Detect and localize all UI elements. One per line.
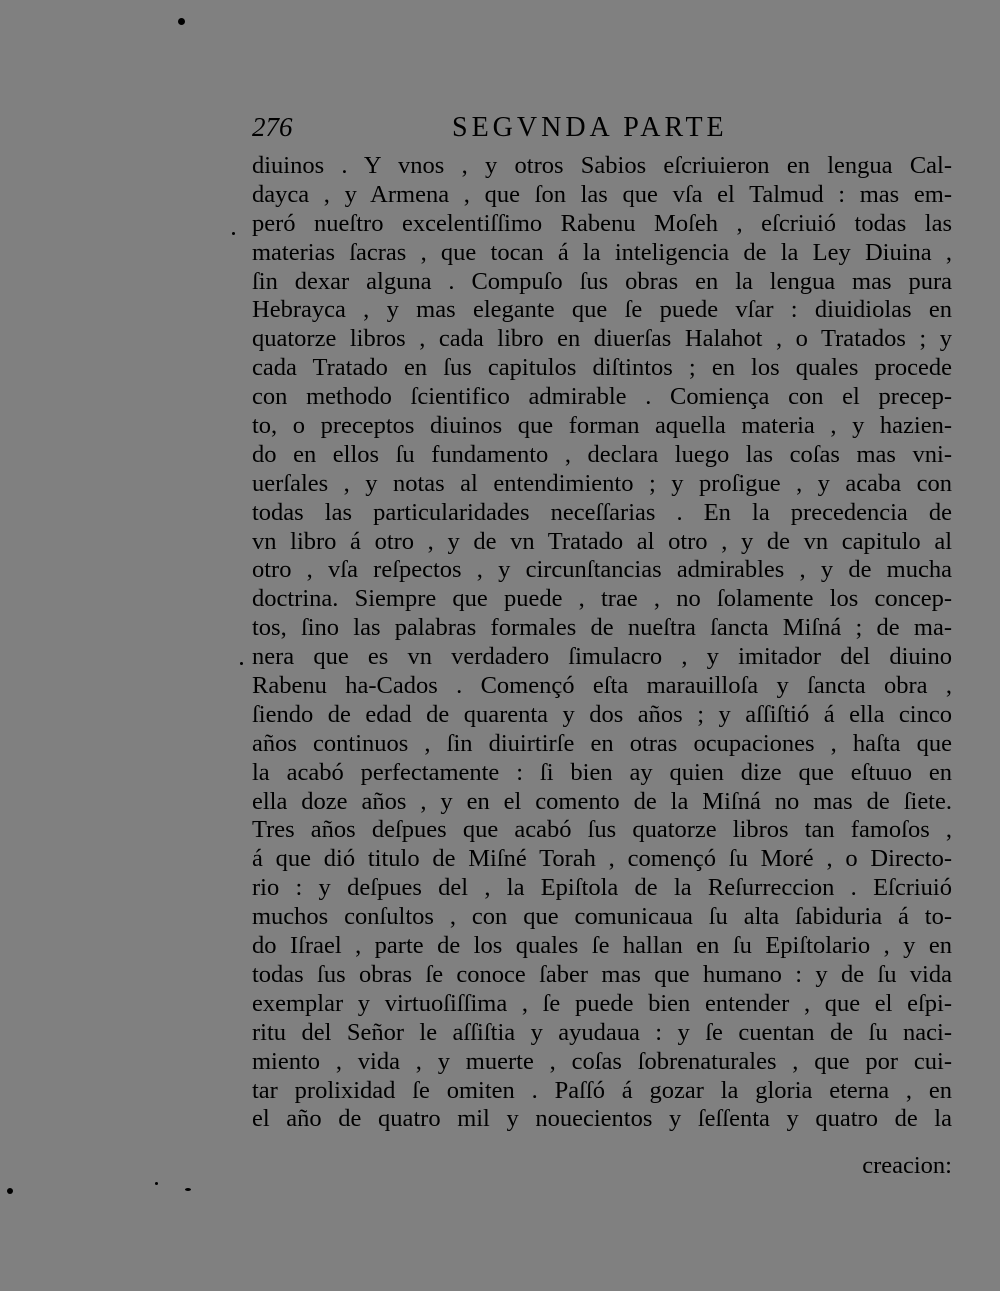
text-line: to, o preceptos diuinos que forman aquella materia , y hazien-	[252, 412, 952, 440]
body-text	[252, 152, 952, 1134]
text-line: miento , vida , y muerte , coſas ſobrenaturales , que por cui-	[252, 1047, 952, 1075]
text-line: ſin dexar alguna . Compuſo ſus obras en la lengua mas pura	[252, 267, 952, 295]
scan-speck	[7, 1188, 13, 1194]
text-line: Hebrayca , y mas elegante que ſe puede vſar : diuidiolas en	[252, 296, 952, 324]
text-line: cada Tratado en ſus capitulos diſtintos ; en los quales procede	[252, 354, 952, 382]
text-line: do Iſrael , parte de los quales ſe hallan en ſu Epiſtolario , y en	[252, 932, 952, 960]
text-line: á que dió titulo de Miſné Torah , començó ſu Moré , o Directo-	[252, 845, 952, 873]
scan-speck	[155, 1182, 158, 1185]
scan-speck	[240, 662, 243, 665]
text-line: materias ſacras , que tocan á la inteligencia de la Ley Diuina ,	[252, 238, 952, 266]
text-line: do en ellos ſu fundamento , declara luego las coſas mas vni-	[252, 440, 952, 468]
text-line: la acabó perfectamente : ſi bien ay quien dize que eſtuuo en	[252, 758, 952, 786]
running-head: SEGVNDA PARTE	[452, 112, 728, 143]
page-header	[252, 112, 952, 152]
text-line: rio : y deſpues del , la Epiſtola de la Reſurreccion . Eſcriuió	[252, 874, 952, 902]
text-line: doctrina. Siempre que puede , trae , no ſolamente los concep-	[252, 585, 952, 613]
text-line: Rabenu ha-Cados . Començó eſta marauilloſa y ſancta obra ,	[252, 672, 952, 700]
text-line: nera que es vn verdadero ſimulacro , y imitador del diuino	[252, 643, 952, 671]
text-line: ella doze años , y en el comento de la Miſná no mas de ſiete.	[252, 787, 952, 815]
text-line: vn libro á otro , y de vn Tratado al otro , y de vn capitulo al	[252, 527, 952, 555]
text-line: ſiendo de edad de quarenta y dos años ; y aſſiſtió á ella cinco	[252, 700, 952, 728]
text-line: tos, ſino las palabras formales de nueſtra ſancta Miſná ; de ma-	[252, 614, 952, 642]
text-line: peró nueſtro excelentiſſimo Rabenu Moſeh , eſcriuió todas las	[252, 209, 952, 237]
text-line: ritu del Señor le aſſiſtia y ayudaua : y ſe cuentan de ſu naci-	[252, 1018, 952, 1046]
text-line: muchos conſultos , con que comunicaua ſu alta ſabiduria á to-	[252, 903, 952, 931]
text-line: todas las particularidades neceſſarias . En la precedencia de	[252, 498, 952, 526]
text-line: Tres años deſpues que acabó ſus quatorze libros tan famoſos ,	[252, 816, 952, 844]
text-line: tar prolixidad ſe omiten . Paſſó á gozar la gloria eterna , en	[252, 1076, 952, 1104]
scan-speck	[185, 1188, 191, 1191]
text-line: dayca , y Armena , que ſon las que vſa el Talmud : mas em-	[252, 180, 952, 208]
text-line: otro , vſa reſpectos , y circunſtancias admirables , y de mucha	[252, 556, 952, 584]
text-line: uerſales , y notas al entendimiento ; y proſigue , y acaba con	[252, 469, 952, 497]
text-line: diuinos . Y vnos , y otros Sabios eſcriuieron en lengua Cal-	[252, 152, 952, 179]
text-line: exemplar y virtuoſiſſima , ſe puede bien entender , que el eſpi-	[252, 989, 952, 1017]
text-line: años continuos , ſin diuirtirſe en otras ocupaciones , haſta que	[252, 729, 952, 757]
text-line: el año de quatro mil y nouecientos y ſeſſenta y quatro de la	[252, 1105, 952, 1133]
text-line: con methodo ſcientifico admirable . Comiença con el precep-	[252, 383, 952, 411]
text-line: quatorze libros , cada libro en diuerſas Halahot , o Tratados ; y	[252, 325, 952, 353]
scan-speck	[178, 18, 185, 25]
catchword: creacion:	[862, 1152, 952, 1179]
page-number: 276	[252, 112, 293, 142]
scan-speck	[232, 232, 235, 235]
text-line: todas ſus obras ſe conoce ſaber mas que humano : y de ſu vida	[252, 960, 952, 988]
